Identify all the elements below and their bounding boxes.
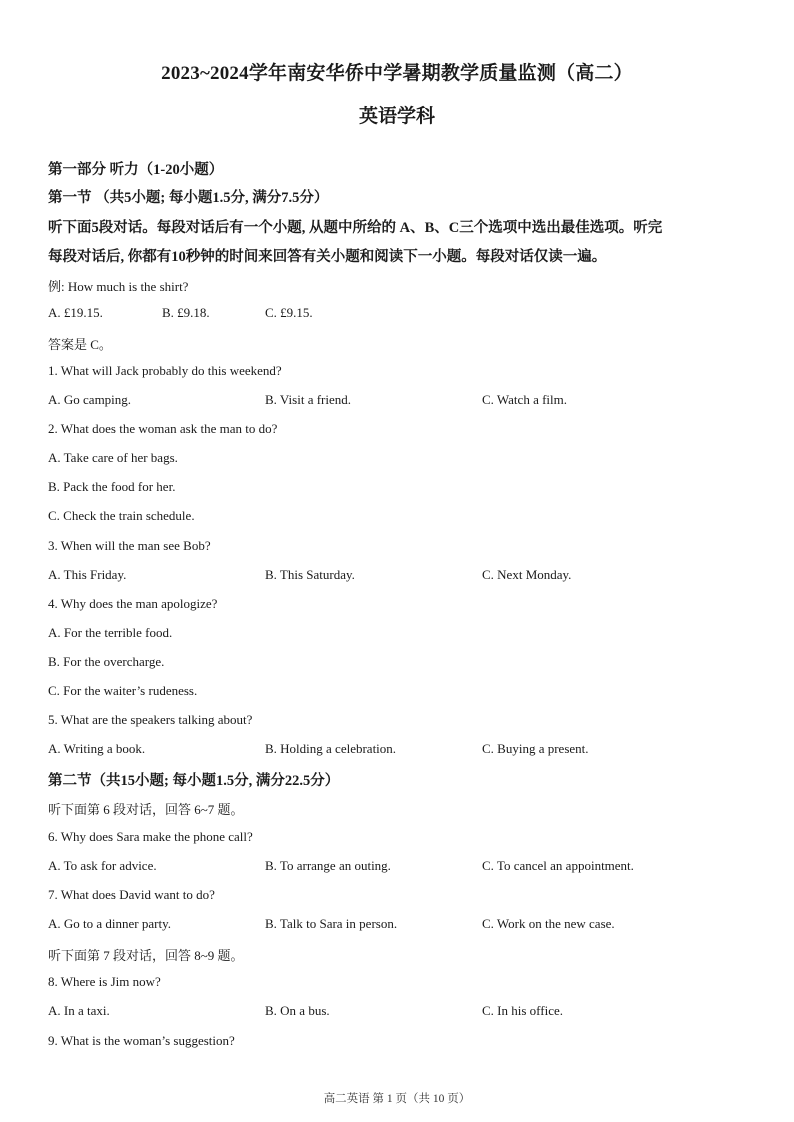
q1-option-a: A. Go camping. — [48, 392, 132, 407]
q5-option-a: A. Writing a book. — [48, 741, 146, 756]
q6-option-b: B. To arrange an outing. — [265, 858, 391, 873]
section2-heading: 第二节（共15小题; 每小题1.5分, 满分22.5分） — [48, 773, 340, 789]
instructions-line-1: 听下面5段对话。每段对话后有一个小题, 从题中所给的 A、B、C三个选项中选出最佳选项。听完 — [48, 220, 663, 236]
example-option-c: C. £9.15. — [265, 305, 313, 320]
q5-option-c: C. Buying a present. — [482, 741, 589, 756]
example-question: 例: How much is the shirt? — [48, 279, 189, 294]
instructions-line-2: 每段对话后, 你都有10秒钟的时间来回答有关小题和阅读下一小题。每段对话仅读一遍。 — [48, 249, 607, 265]
q7-option-a: A. Go to a dinner party. — [48, 916, 171, 931]
q2-option-a: A. Take care of her bags. — [48, 450, 178, 465]
q3-option-a: A. This Friday. — [48, 567, 127, 582]
q8-option-c: C. In his office. — [482, 1003, 563, 1018]
question-7: 7. What does David want to do? — [48, 887, 215, 902]
example-answer: 答案是 C。 — [48, 337, 112, 352]
q4-option-b: B. For the overcharge. — [48, 654, 165, 669]
part1-heading: 第一部分 听力（1-20小题） — [48, 162, 224, 178]
page-footer: 高二英语 第 1 页（共 10 页） — [323, 1093, 471, 1105]
q8-option-a: A. In a taxi. — [48, 1003, 110, 1018]
question-4: 4. Why does the man apologize? — [48, 596, 218, 611]
q3-option-b: B. This Saturday. — [265, 567, 355, 582]
q4-option-a: A. For the terrible food. — [48, 625, 173, 640]
example-option-b: B. £9.18. — [162, 305, 210, 320]
question-3: 3. When will the man see Bob? — [48, 538, 211, 553]
q2-option-c: C. Check the train schedule. — [48, 508, 195, 523]
q1-option-c: C. Watch a film. — [482, 392, 568, 407]
question-1: 1. What will Jack probably do this weekend? — [48, 363, 282, 378]
question-2: 2. What does the woman ask the man to do? — [48, 421, 278, 436]
q5-option-b: B. Holding a celebration. — [265, 741, 397, 756]
question-9: 9. What is the woman’s suggestion? — [48, 1033, 235, 1048]
question-6: 6. Why does Sara make the phone call? — [48, 829, 253, 844]
example-option-a: A. £19.15. — [48, 305, 103, 320]
page-title: 2023~2024学年南安华侨中学暑期教学质量监测（高二） — [161, 63, 633, 84]
q6-option-a: A. To ask for advice. — [48, 858, 157, 873]
subject-title: 英语学科 — [358, 106, 435, 127]
section1-heading: 第一节 （共5小题; 每小题1.5分, 满分7.5分） — [48, 190, 329, 206]
q7-option-c: C. Work on the new case. — [482, 916, 615, 931]
q1-option-b: B. Visit a friend. — [265, 392, 351, 407]
q6-option-c: C. To cancel an appointment. — [482, 858, 634, 873]
dialog-7-intro: 听下面第 7 段对话，回答 8~9 题。 — [48, 948, 244, 963]
q8-option-b: B. On a bus. — [265, 1003, 330, 1018]
question-8: 8. Where is Jim now? — [48, 974, 161, 989]
q2-option-b: B. Pack the food for her. — [48, 479, 176, 494]
dialog-6-intro: 听下面第 6 段对话，回答 6~7 题。 — [48, 802, 244, 817]
q4-option-c: C. For the waiter’s rudeness. — [48, 683, 198, 698]
q3-option-c: C. Next Monday. — [482, 567, 572, 582]
question-5: 5. What are the speakers talking about? — [48, 712, 253, 727]
q7-option-b: B. Talk to Sara in person. — [265, 916, 398, 931]
